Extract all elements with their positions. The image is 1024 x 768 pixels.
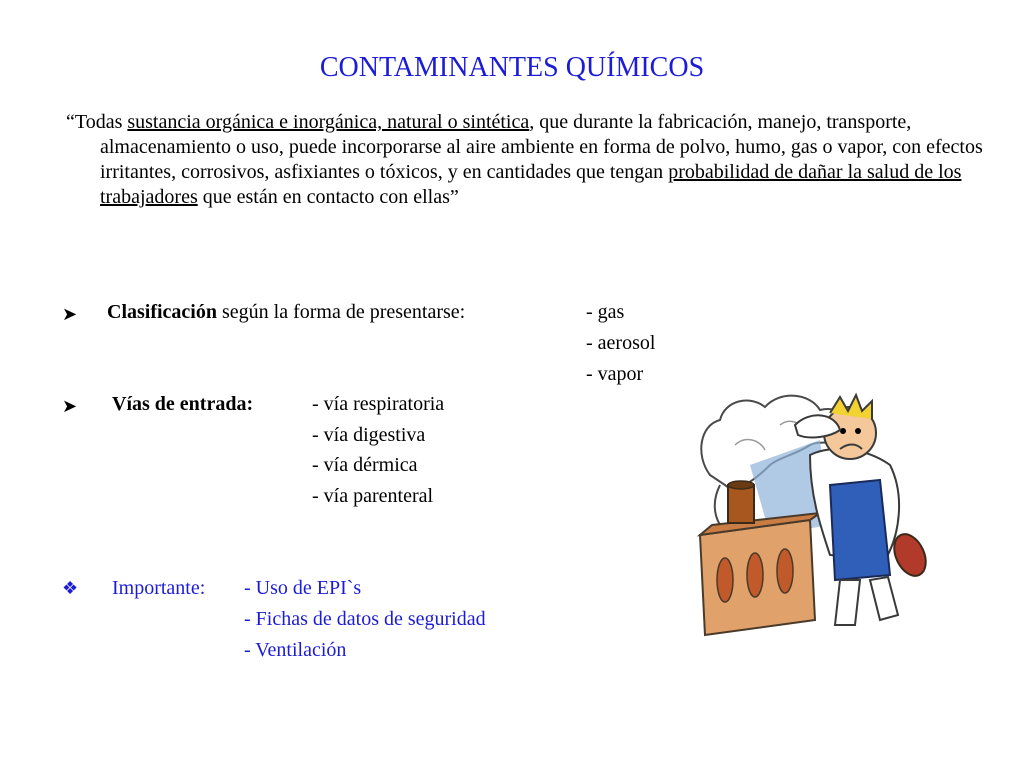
definition-paragraph xyxy=(66,110,994,210)
page-title: CONTAMINANTES QUÍMICOS xyxy=(319,52,705,83)
via-item: - vía dérmica xyxy=(312,454,418,476)
via-item: - vía digestiva xyxy=(312,424,426,446)
definition-underlined-substance: sustancia orgánica e inorgánica, natural o sintética xyxy=(127,111,530,133)
importante-item: - Ventilación xyxy=(244,639,347,661)
clasificacion-item: - gas xyxy=(586,301,625,323)
clasificacion-label: Clasificación xyxy=(107,301,217,323)
definition-close: que están en contacto con ellas” xyxy=(197,186,459,208)
clasificacion-text: según la forma de presentarse: xyxy=(217,301,466,323)
clasificacion-item: - aerosol xyxy=(586,332,656,354)
via-item: - vía respiratoria xyxy=(312,393,445,415)
arrow-bullet-icon: ➤ xyxy=(62,304,78,324)
importante-item: - Uso de EPI`s xyxy=(244,577,362,599)
definition-underlined-harm: probabilidad de dañar la salud de los trabajadores xyxy=(100,161,962,208)
definition-open: “Todas xyxy=(66,111,128,133)
definition-middle: , que durante la fabricación, manejo, transporte, almacenamiento o uso, puede incorporarse al aire ambiente en forma de polvo, humo, gas o vapor, con efectos irritantes, corrosivos, asfixiantes o tóxicos, y en cantidades que tengan xyxy=(100,111,983,183)
worker-fumes-illustration xyxy=(690,385,935,645)
via-item: - vía parenteral xyxy=(312,485,434,507)
vias-label: Vías de entrada: xyxy=(112,393,254,415)
importante-label: Importante: xyxy=(112,577,206,599)
clasificacion-line xyxy=(107,300,465,324)
arrow-bullet-icon: ➤ xyxy=(62,396,78,416)
clasificacion-item: - vapor xyxy=(586,363,644,385)
diamond-bullet-icon: ❖ xyxy=(62,578,79,598)
importante-item: - Fichas de datos de seguridad xyxy=(244,608,486,630)
